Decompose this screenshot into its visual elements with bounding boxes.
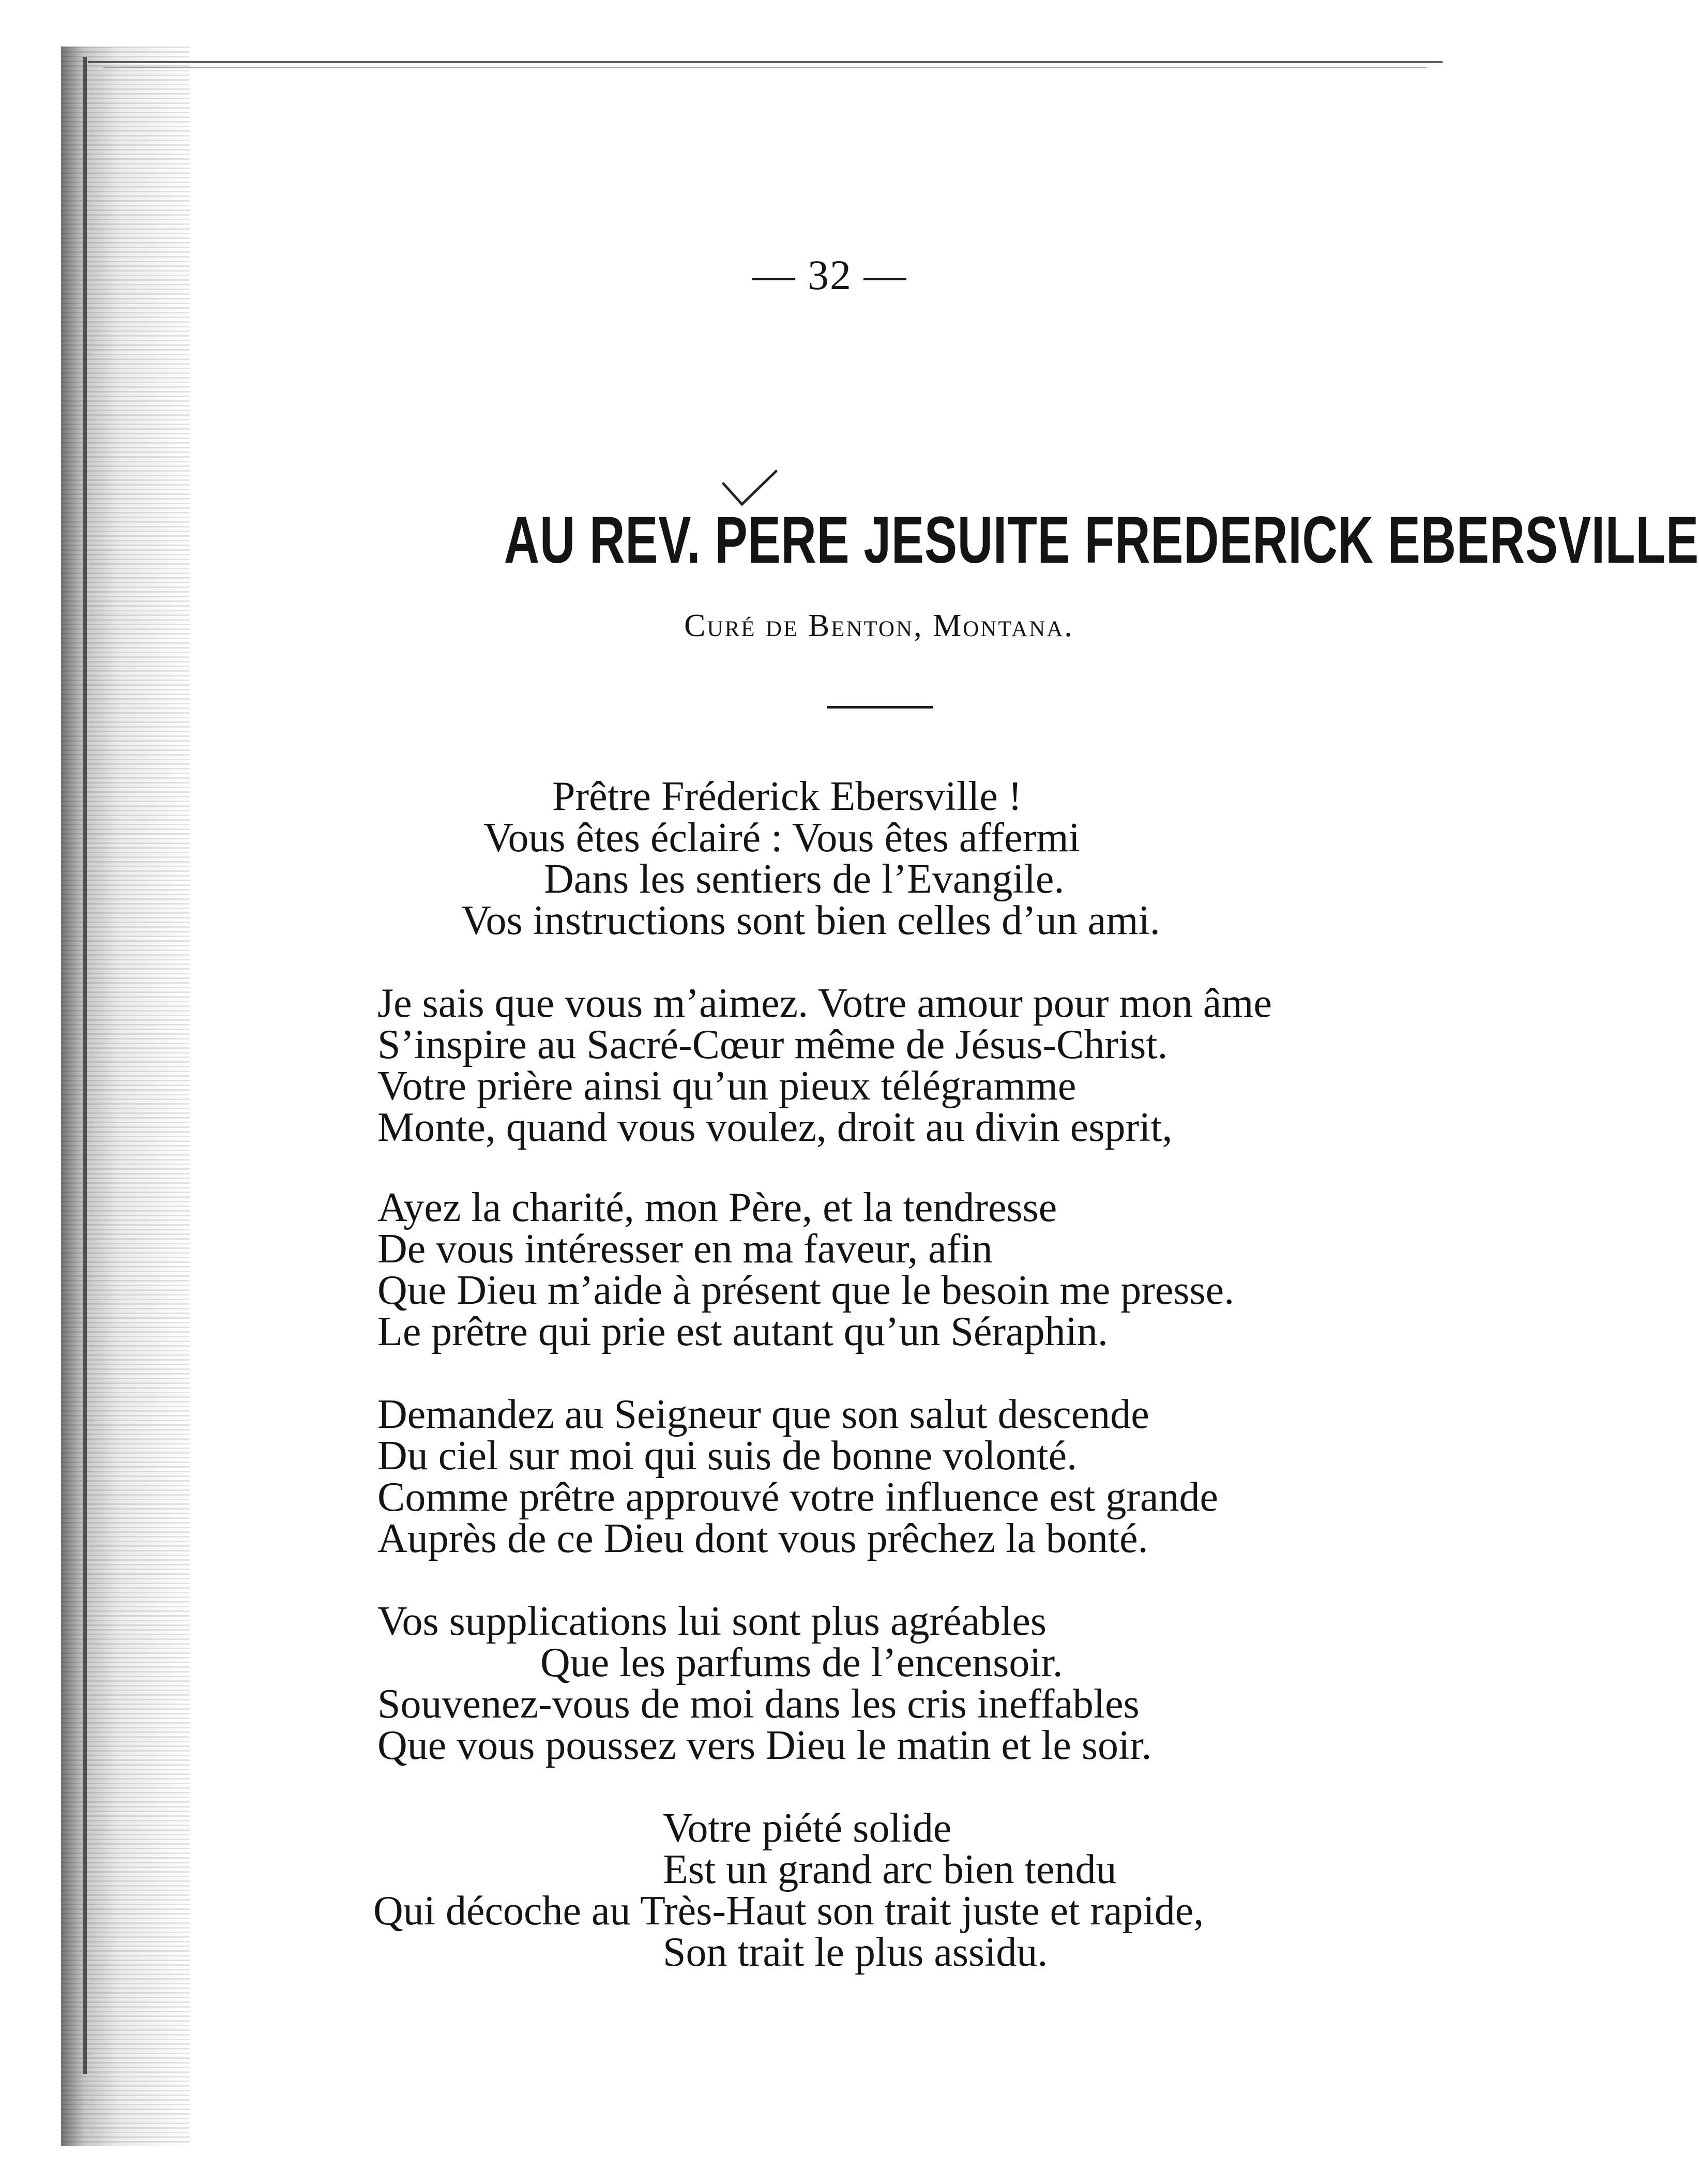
stanza-1-line-4: Vos instructions sont bien celles d’un ami. (461, 898, 1160, 943)
stanza-4-line-4: Auprès de ce Dieu dont vous prêchez la bonté. (377, 1516, 1148, 1561)
stanza-5-line-3: Souvenez-vous de moi dans les cris ineffables (377, 1681, 1140, 1727)
stanza-5-line-4: Que vous poussez vers Dieu le matin et le soir. (377, 1723, 1152, 1768)
stanza-2-line-4: Monte, quand vous voulez, droit au divin esprit, (377, 1105, 1173, 1150)
stanza-3-line-1: Ayez la charité, mon Père, et la tendresse (377, 1185, 1057, 1230)
stanza-3-line-2: De vous intéresser en ma faveur, afin (377, 1226, 993, 1272)
stanza-2-line-2: S’inspire au Sacré-Cœur même de Jésus-Christ. (377, 1022, 1168, 1067)
stanza-6-line-2: Est un grand arc bien tendu (663, 1847, 1117, 1892)
stanza-1-line-3: Dans les sentiers de l’Evangile. (544, 856, 1065, 902)
top-border-rule-secondary (103, 67, 1427, 68)
stanza-4-line-1: Demandez au Seigneur que son salut descende (377, 1392, 1149, 1437)
stanza-5-line-1: Vos supplications lui sont plus agréables (377, 1599, 1046, 1644)
poem-subtitle: Curé de Benton, Montana. (684, 608, 1074, 643)
stanza-1-line-2: Vous êtes éclairé : Vous êtes affermi (483, 815, 1080, 861)
stanza-2-line-3: Votre prière ainsi qu’un pieux télégramme (377, 1063, 1076, 1109)
stanza-6-line-3: Qui décoche au Très-Haut son trait juste et rapide, (373, 1888, 1204, 1934)
stanza-5-line-2: Que les parfums de l’encensoir. (540, 1640, 1063, 1685)
stanza-4-line-3: Comme prêtre approuvé votre influence est grande (377, 1474, 1219, 1520)
top-border-rule (88, 61, 1443, 63)
page-binding-shadow (61, 47, 190, 2146)
binding-edge (83, 57, 87, 2074)
stanza-6-line-4: Son trait le plus assidu. (663, 1930, 1048, 1975)
page-number: — 32 — (752, 251, 907, 298)
stanza-2-line-1: Je sais que vous m’aimez. Votre amour pour mon âme (377, 981, 1272, 1026)
stanza-6-line-1: Votre piété solide (663, 1805, 952, 1851)
stanza-1-line-1: Prêtre Fréderick Ebersville ! (552, 774, 1022, 819)
poem-title: AU REV. PERE JESUITE FREDERICK EBERSVILLE (504, 503, 1699, 577)
title-rule (827, 706, 933, 709)
stanza-3-line-4: Le prêtre qui prie est autant qu’un Séraphin. (377, 1309, 1108, 1354)
stanza-4-line-2: Du ciel sur moi qui suis de bonne volonté. (377, 1433, 1078, 1479)
stanza-3-line-3: Que Dieu m’aide à présent que le besoin me presse. (377, 1268, 1235, 1313)
